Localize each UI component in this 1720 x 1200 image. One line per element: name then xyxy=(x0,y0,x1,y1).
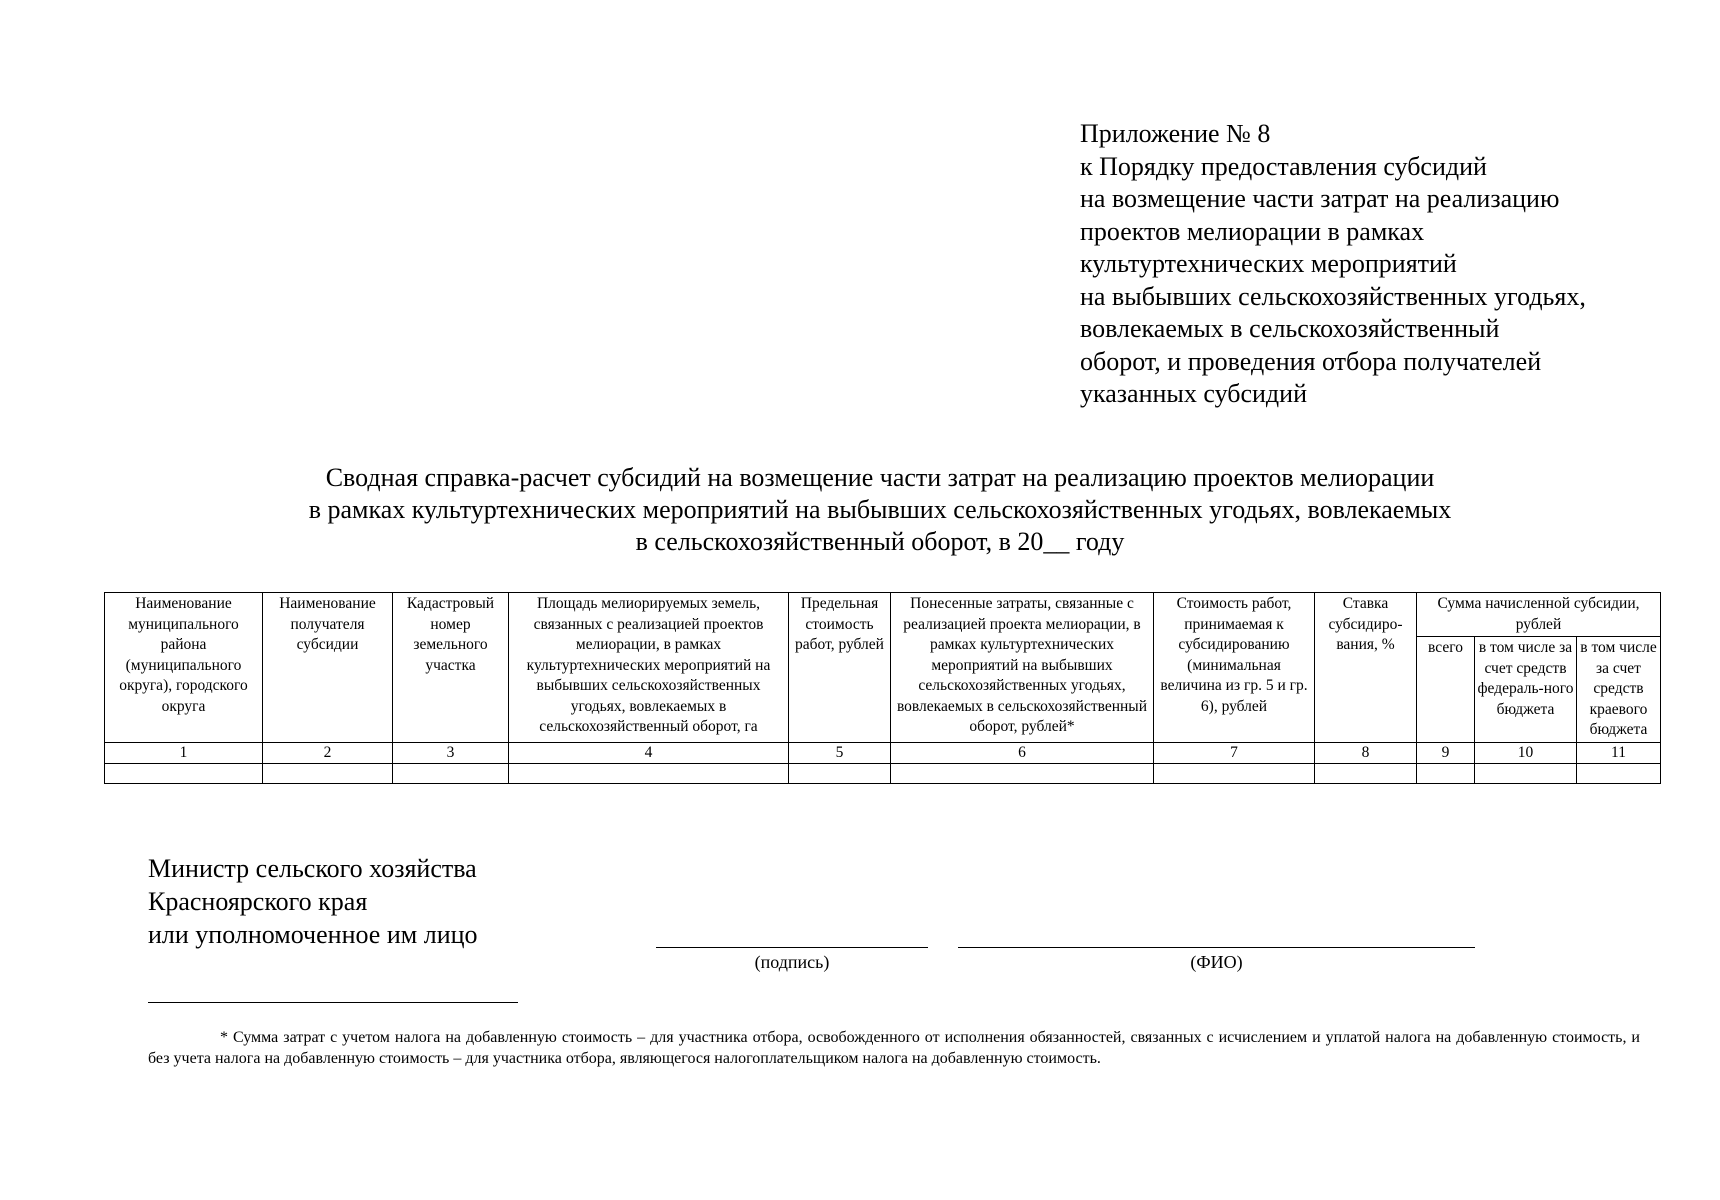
annex-line: культуртехнических мероприятий xyxy=(1080,249,1457,278)
empty-cell xyxy=(263,764,393,784)
annex-block xyxy=(1080,118,1700,411)
header-col-4: Площадь мелиорируемых земель, связанных с реализацией проектов мелиорации, в рамках культуртехнических мероприятий на выбывших сельскохозяйственных угодьях, вовлекаемых в сельскохозяйственный оборот, га xyxy=(509,593,789,743)
footnote: * Сумма затрат с учетом налога на добавленную стоимость – для участника отбора, освобожденного от исполнения обязанностей, связанных с исчислением и уплатой налога на добавленную стоимость, и без учета налога на добавленную стоимость – для участника отбора, являющегося налогоплательщиком налога на добавленную стоимость. xyxy=(148,1029,1640,1067)
annex-line: вовлекаемых в сельскохозяйственный xyxy=(1080,314,1500,343)
subsidy-table xyxy=(104,592,1661,784)
empty-cell xyxy=(1475,764,1577,784)
footnote-divider xyxy=(148,1002,518,1003)
empty-cell xyxy=(1315,764,1417,784)
empty-cell xyxy=(105,764,263,784)
name-line xyxy=(958,947,1475,948)
col-number: 5 xyxy=(789,742,891,764)
col-number: 3 xyxy=(393,742,509,764)
empty-cell xyxy=(393,764,509,784)
empty-cell xyxy=(509,764,789,784)
col-number: 4 xyxy=(509,742,789,764)
header-col-2: Наименование получателя субсидии xyxy=(263,593,393,743)
column-number-row xyxy=(105,742,1661,764)
document-title xyxy=(170,462,1590,558)
empty-data-row xyxy=(105,764,1661,784)
signer-line: Министр сельского хозяйства xyxy=(148,854,477,883)
title-line: в сельскохозяйственный оборот, в 20__ году xyxy=(635,527,1125,556)
header-col-8: Ставка субсидиро-вания, % xyxy=(1315,593,1417,743)
title-line: Сводная справка-расчет субсидий на возмещение части затрат на реализацию проектов мелиорации xyxy=(325,463,1435,492)
col-number: 6 xyxy=(891,742,1154,764)
signer-line: или уполномоченное им лицо xyxy=(148,920,478,949)
header-col-9: всего xyxy=(1417,637,1475,743)
header-group-subsidy: Сумма начисленной субсидии, рублей xyxy=(1417,593,1661,637)
annex-line: оборот, и проведения отбора получателей xyxy=(1080,346,1542,376)
col-number: 2 xyxy=(263,742,393,764)
annex-line: на возмещение части затрат на реализацию xyxy=(1080,184,1560,213)
header-col-5: Предельная стоимость работ, рублей xyxy=(789,593,891,743)
col-number: 10 xyxy=(1475,742,1577,764)
signature-line xyxy=(656,947,928,948)
col-number: 8 xyxy=(1315,742,1417,764)
annex-line: на выбывших сельскохозяйственных угодьях, xyxy=(1080,281,1586,311)
signer-block xyxy=(148,852,478,951)
header-col-6: Понесенные затраты, связанные с реализацией проекта мелиорации, в рамках культуртехнических мероприятий на выбывших сельскохозяйственных угодьях, вовлекаемых в сельскохозяйственный оборот, рублей* xyxy=(891,593,1154,743)
annex-line: Приложение № 8 xyxy=(1080,119,1271,148)
header-col-3: Кадастровый номер земельного участка xyxy=(393,593,509,743)
empty-cell xyxy=(1417,764,1475,784)
header-col-10: в том числе за счет средств федераль-ного бюджета xyxy=(1475,637,1577,743)
signer-line: Красноярского края xyxy=(148,887,368,916)
header-col-11: в том числе за счет средств краевого бюджета xyxy=(1577,637,1661,743)
col-number: 1 xyxy=(105,742,263,764)
empty-cell xyxy=(1577,764,1661,784)
header-col-7: Стоимость работ, принимаемая к субсидированию (минимальная величина из гр. 5 и гр. 6), рублей xyxy=(1154,593,1315,743)
header-row xyxy=(105,593,1661,637)
title-line: в рамках культуртехнических мероприятий на выбывших сельскохозяйственных угодьях, вовлекаемых xyxy=(308,495,1452,524)
signature-caption: (подпись) xyxy=(754,952,830,972)
name-caption: (ФИО) xyxy=(1190,952,1243,972)
empty-cell xyxy=(789,764,891,784)
empty-cell xyxy=(1154,764,1315,784)
annex-line: к Порядку предоставления субсидий xyxy=(1080,151,1487,181)
empty-cell xyxy=(891,764,1154,784)
annex-line: указанных субсидий xyxy=(1080,379,1307,408)
header-col-1: Наименование муниципального района (муниципального округа), городского округа xyxy=(105,593,263,743)
col-number: 11 xyxy=(1577,742,1661,764)
annex-line: проектов мелиорации в рамках xyxy=(1080,216,1425,246)
col-number: 9 xyxy=(1417,742,1475,764)
col-number: 7 xyxy=(1154,742,1315,764)
